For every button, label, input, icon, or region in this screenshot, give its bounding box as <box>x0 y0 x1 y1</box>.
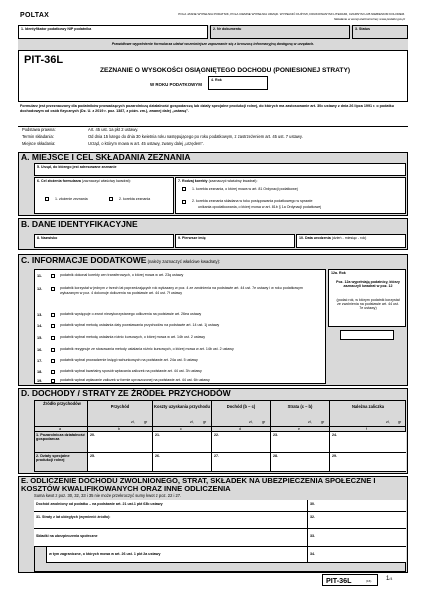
info-item-text: podatnik rezygnuje ze stosowania metody ustalania różnic kursowych, o której mowa w art. 14b ust. 2 ustawy <box>60 347 234 351</box>
info-item-checkbox[interactable] <box>51 274 55 278</box>
deadline-value: Od dnia 15 lutego do dnia 30 kwietnia roku następującego po roku podatkowym, z zastrzeżeniem art. 45 ust. 7 ustawy. <box>88 134 303 139</box>
side-year-input[interactable] <box>340 330 394 340</box>
poltax-logo: POLTAX <box>20 12 50 19</box>
col-revenue: Przychód <box>110 404 130 409</box>
e-row-losses[interactable] <box>34 512 308 529</box>
row2-revenue-cell[interactable] <box>88 453 152 471</box>
unit-gr-e: gr <box>321 420 325 424</box>
first-name-field[interactable] <box>175 234 295 248</box>
e-row-losses-value[interactable] <box>308 512 406 529</box>
row2-income-cell[interactable] <box>212 453 270 471</box>
row2-income-num: 27. <box>214 454 219 458</box>
info-item-number: 13. <box>37 313 43 317</box>
e-row-exempt <box>34 500 308 512</box>
unit-gr-b: gr <box>144 420 148 424</box>
e-row-exempt-num: 30. <box>310 502 315 506</box>
letter-f: f <box>366 426 367 431</box>
electronic-notice: Składanie w wersji elektronicznej: www.podatki.gov.pl <box>334 17 405 21</box>
year-label: W ROKU PODATKOWYM <box>150 82 202 87</box>
e-row-foreign-num: 34. <box>310 552 315 556</box>
fill-notice: POLA JASNE WYPEŁNIA PODATNIK, POLA CIEMNE WYPEŁNIA URZĄD. WYPEŁNIĆ DUŻYMI, DRUKOWANYMI LITERAMI, CZARNYM LUB NIEBIESKIM KOLOREM. <box>178 12 405 16</box>
info-item-text: podatnik dokonał korekty cen transferowych, o której mowa w art. 23q ustawy <box>60 273 184 277</box>
row1-revenue-cell[interactable] <box>88 432 152 452</box>
unit-zl-b: zł, <box>131 420 135 424</box>
purpose-option-1-label: 1. złożenie zeznania <box>55 197 88 201</box>
e-row-foreign-value[interactable] <box>308 547 406 563</box>
purpose-option-2-checkbox[interactable] <box>109 197 113 201</box>
e-row-exempt-value[interactable] <box>308 500 406 512</box>
info-item-number: 19. <box>37 379 43 383</box>
info-line: Prawidłowe wypełnienie formularza ułatwi wcześniejsze zapoznanie się z broszurą informacyjną dostępną w urzędach. <box>111 42 315 46</box>
footer-page-number: 1 <box>386 576 390 582</box>
first-name-label: 9. Pierwsze imię <box>178 236 206 240</box>
row1-loss-num: 23. <box>273 433 278 437</box>
surname-field[interactable] <box>34 234 174 248</box>
letter-c: c <box>180 426 182 431</box>
status-label: 3. Status <box>355 27 370 31</box>
row1-income-num: 22. <box>214 433 219 437</box>
footer-form-box <box>322 574 378 586</box>
doc-number-label: 2. Nr dokumentu <box>213 27 242 31</box>
footer-form-code: PIT-36L <box>326 575 352 585</box>
row1-costs-cell[interactable] <box>153 432 211 452</box>
correction-option-2-checkbox[interactable] <box>182 200 186 204</box>
row2-loss-num: 28. <box>273 454 278 458</box>
info-item-checkbox[interactable] <box>51 348 55 352</box>
correction-option-1-checkbox[interactable] <box>182 187 186 191</box>
info-item-checkbox[interactable] <box>51 287 55 291</box>
unit-gr-f: gr <box>398 420 402 424</box>
col-costs: Koszty uzyskania przychodu <box>154 404 210 409</box>
row2-loss-cell[interactable] <box>271 453 329 471</box>
info-item-number: 11. <box>37 274 43 278</box>
e-row-exempt-label: Dochód zwolniony od podatku – na podstawie art. 21 ust.1 pkt 63b ustawy <box>36 502 163 506</box>
row1-income-cell[interactable] <box>212 432 270 452</box>
info-item-checkbox[interactable] <box>51 359 55 363</box>
footer-page-total: /4 <box>389 577 393 581</box>
info-item-text: podatnik wybrał metodę ustalania daty powstawania przychodów na podstawie art. 14 ust. 1j ustawy <box>60 323 220 327</box>
status-field <box>352 25 408 39</box>
birth-date-field[interactable] <box>296 234 406 248</box>
info-item-number: 14. <box>37 324 43 328</box>
correction-option-2-label-a: 2. korekta zeznania składana w toku postępowania podatkowego w sprawie <box>192 199 313 203</box>
legal-basis-value: Art. 45 ust. 1a pkt 2 ustawy. <box>88 127 139 132</box>
form-code: PIT-36L <box>24 54 64 66</box>
place-value: Urząd, o którym mowa w art. 45 ustawy, zwany dalej „urzędem”. <box>88 141 204 146</box>
info-item-number: 16. <box>37 348 43 352</box>
info-item-number: 12. <box>37 287 43 291</box>
info-item-text: podatnik wybrał prowadzenie księgi rachunkowych na podstawie art. 24a ust. 5 ustawy <box>60 358 198 362</box>
e-row-losses-num: 32. <box>310 515 315 519</box>
place-key: Miejsce składania: <box>22 141 56 146</box>
e-row-social-value[interactable] <box>308 529 406 547</box>
purpose-label: 6. Cel złożenia formularza (zaznaczyć właściwy kwadrat): <box>37 179 131 183</box>
row1-advance-num: 24. <box>332 433 337 437</box>
year-field[interactable] <box>208 76 268 90</box>
deadline-key: Termin składania: <box>22 134 54 139</box>
info-item-number: 17. <box>37 359 43 363</box>
correction-type-label: 7. Rodzaj korekty (zaznaczyć właściwy kwadrat): <box>178 179 258 183</box>
info-item-text: podatnik występuje o zwrot niewykorzystanego odliczenia na podstawie art. 26ea ustawy <box>60 312 202 316</box>
section-a-title: A. MIEJSCE I CEL SKŁADANIA ZEZNANIA <box>21 152 191 162</box>
info-item-checkbox[interactable] <box>51 324 55 328</box>
e-row-social <box>34 529 308 547</box>
unit-zl-c: zł, <box>190 420 194 424</box>
info-item-text: podatnik wybrał metodę ustalania różnic kursowych, o której mowa w art. 14b ust. 2 ustawy <box>60 335 206 339</box>
correction-option-1-label: 1. korekta zeznania, o której mowa w art. 81 Ordynacji podatkowej <box>192 187 298 191</box>
unit-zl-e: zł, <box>308 420 312 424</box>
row1-revenue-num: 20. <box>90 433 95 437</box>
e-row-foreign-label: w tym zagraniczne, o których mowa w art. 26 ust. 1 pkt 2a ustawy <box>49 552 161 556</box>
side-year-text1: Poz. 12a wypełniają podatnicy, którzy zaznaczyli kwadrat w poz. 12 <box>336 280 400 289</box>
row1-costs-num: 21. <box>155 433 160 437</box>
info-item-text: podatnik wybrał kwartalny sposób wpłacania zaliczek na podstawie art. 44 ust. 3h ustawy <box>60 369 202 373</box>
row1-loss-cell[interactable] <box>271 432 329 452</box>
side-year-text2: (podać rok, w którym podatnik korzystał ze zwolnienia na podstawie art. 44 ust. 7e ustawy) <box>336 298 400 311</box>
row2-costs-cell[interactable] <box>153 453 211 471</box>
info-item-checkbox[interactable] <box>51 379 55 383</box>
col-income: Dochód (b – c) <box>226 404 256 409</box>
section-d-title: D. DOCHODY / STRATY ZE ŹRÓDEŁ PRZYCHODÓW <box>21 388 231 398</box>
purpose-option-1-checkbox[interactable] <box>45 197 49 201</box>
info-item-number: 18. <box>37 370 43 374</box>
unit-gr-c: gr <box>203 420 207 424</box>
legal-basis-key: Podstawa prawna: <box>22 127 56 132</box>
letter-d: d <box>239 426 241 431</box>
row2-costs-num: 26. <box>155 454 160 458</box>
info-item-checkbox[interactable] <box>51 313 55 317</box>
purpose-option-2-label: 2. korekta zeznania <box>119 197 151 201</box>
col-source: Źródło przychodów <box>43 401 81 406</box>
row2-advance-cell[interactable] <box>330 453 406 471</box>
e-row-foreign <box>46 547 308 563</box>
row1-label: 1. Pozarolnicza działalność gospodarcza <box>36 433 85 442</box>
correction-type-field <box>175 177 406 214</box>
e-row-social-num: 33. <box>310 534 315 538</box>
tax-office-label: 5. Urząd, do którego jest adresowane zeznanie <box>37 165 117 169</box>
correction-option-2-label-b: unikania opodatkowania, o której mowa w art. 81b § 1a Ordynacji podatkowej <box>198 205 322 209</box>
unit-zl-f: zł, <box>386 420 390 424</box>
row1-advance-cell[interactable] <box>330 432 406 452</box>
section-c-items <box>34 269 326 384</box>
row2-label: 2. Działy specjalne produkcji rolnej <box>36 454 70 463</box>
year-field-label: 4. Rok <box>211 78 222 82</box>
info-item-text: podatnik korzystał w jednym z trzech lat poprzedzających rok wykazany w poz. 4 ze zwolnienia na podstawie art. 44 ust. 7e ustawy i w roku podatkowym wykazanym w poz. 4 dokonuje doliczenia na podstawie art. 44 ust. 7f ustawy <box>60 286 303 296</box>
row2-advance-num: 29. <box>332 454 337 458</box>
section-b-title: B. DANE IDENTYFIKACYJNE <box>21 219 138 229</box>
e-row-social-label: Składki na ubezpieczenia społeczne <box>36 534 98 538</box>
side-year-box <box>328 269 406 327</box>
doc-number-field <box>210 25 350 39</box>
letter-a: a <box>59 426 61 431</box>
section-e-title: E. ODLICZENIE DOCHODU ZWOLNIONEGO, STRAT, SKŁADEK NA UBEZPIECZENIA SPOŁECZNE I KOSZTÓW KWALIFIKOWANYCH ORAZ INNE ODLICZENIA <box>21 476 376 493</box>
row2-revenue-num: 25. <box>90 454 95 458</box>
footer-page <box>386 576 392 583</box>
d-hline-1 <box>34 426 406 427</box>
col-loss: Strata (c – b) <box>287 404 313 409</box>
surname-label: 8. Nazwisko <box>37 236 58 240</box>
purpose-field <box>34 177 174 214</box>
letter-b: b <box>118 426 120 431</box>
footer-form-version: (16) <box>366 579 372 583</box>
col-advance: Należna zaliczka <box>351 404 385 409</box>
letter-e: e <box>298 426 300 431</box>
birth-date-label: 10. Data urodzenia (dzień - miesiąc - rok) <box>299 236 367 240</box>
side-year-head: 12a. Rok <box>331 271 346 275</box>
intro-text: Formularz jest przeznaczony dla podatników prowadzących pozarolniczą działalność gospodarczą lub działy specjalne produkcji rolnej, do których ma zastosowanie art. 30c ustawy z dnia 26 lipca 1991 r. o podatku dochodowym od osób fizycznych (Dz. U. z 2019 r. poz. 1387, z późn. zm.), zwanej dalej „ustawą”. <box>20 104 394 113</box>
nip-field[interactable] <box>18 25 208 39</box>
section-e-sub: Suma kwot z poz. 30, 32, 33 i 35 nie może przekroczyć sumy kwot z poz. 22 i 27. <box>34 493 182 498</box>
form-title: ZEZNANIE O WYSOKOŚCI OSIĄGNIĘTEGO DOCHODU (PONIESIONEJ STRATY) <box>99 67 351 74</box>
section-c-title: C. INFORMACJE DODATKOWE (należy zaznaczyć właściwe kwadraty): <box>21 255 221 265</box>
tax-office-field[interactable] <box>34 163 406 176</box>
info-item-text: podatnik wybrał wpłacanie zaliczek w formie uproszczonej na podstawie art. 44 ust. 6b ustawy <box>60 378 210 382</box>
info-item-checkbox[interactable] <box>51 370 55 374</box>
unit-zl-d: zł, <box>249 420 253 424</box>
unit-gr-d: gr <box>262 420 266 424</box>
nip-label: 1. Identyfikator podatkowy NIP podatnika <box>21 27 92 31</box>
e-row-losses-label: 31. Straty z lat ubiegłych (wymienić źródło): <box>36 515 111 519</box>
info-item-number: 15. <box>37 336 43 340</box>
info-item-checkbox[interactable] <box>51 336 55 340</box>
